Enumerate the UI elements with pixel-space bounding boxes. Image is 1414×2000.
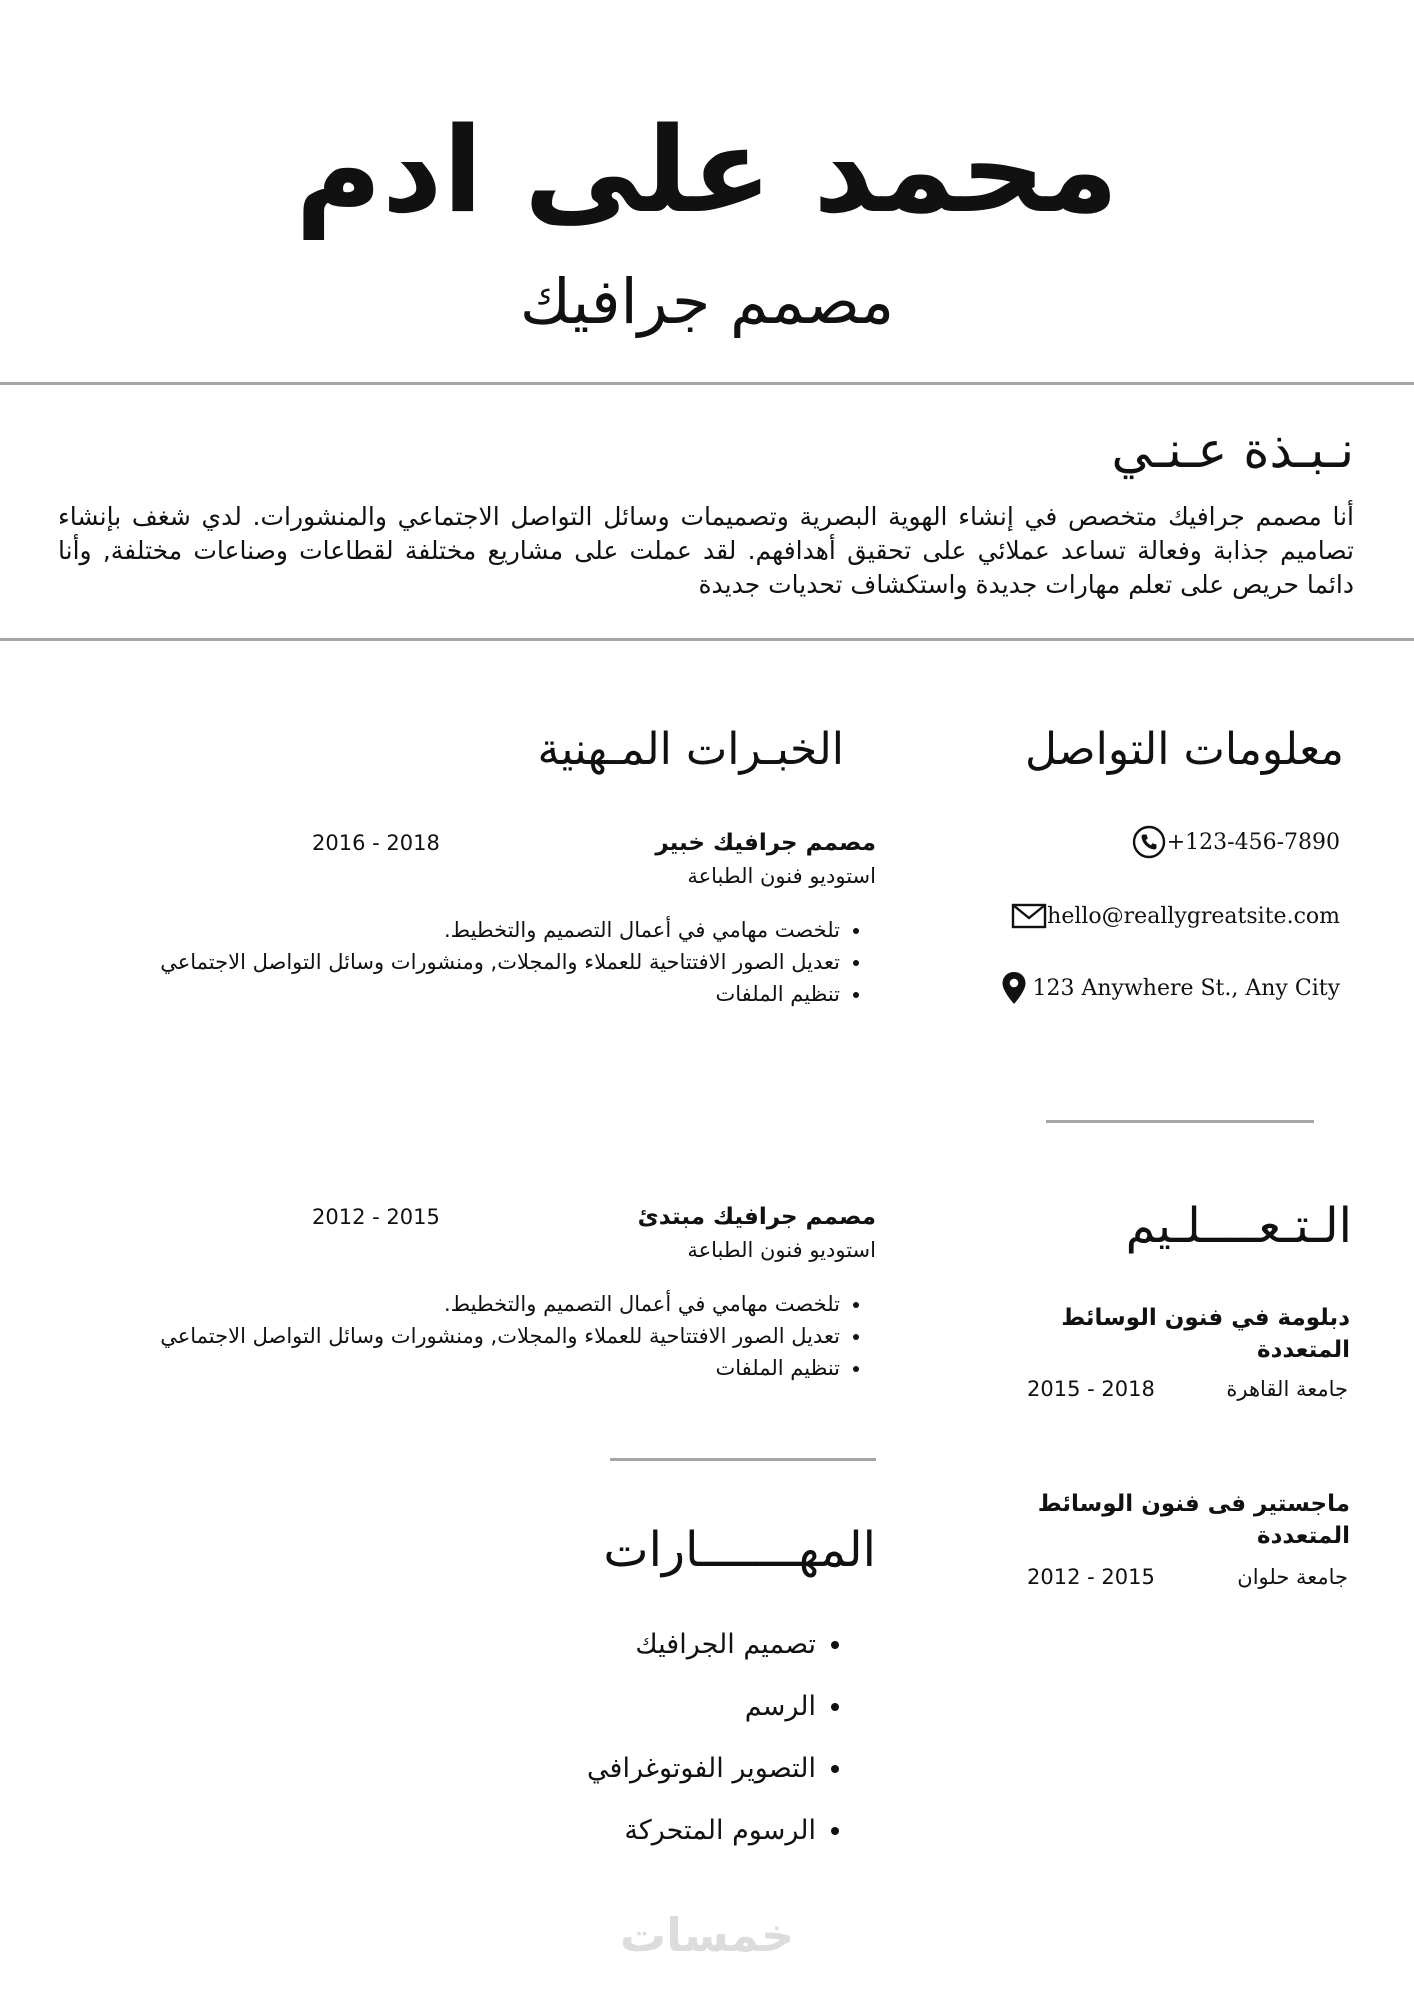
list-item: • تلخصت مهامي في أعمال التصميم والتخطيط. [160,914,840,946]
job-duties-list [160,1288,876,1384]
job-dates: 2016 - 2018 [312,831,440,855]
job-company: استوديو فنون الطباعة [687,1238,876,1262]
about-text: أنا مصمم جرافيك متخصص في إنشاء الهوية البصرية وتصميمات وسائل التواصل الاجتماعي والمنشورات. لدي شغف بإنشاء تصاميم جذابة وفعالة تساعد عملائي على تحقيق أهدافهم. لقد عملت على مشاريع مختلفة لقطاعات وصناعات مختلفة, وأنا دائما حريص على تعلم مهارات جديدة واستكشاف تحديات جديدة [58,502,1354,599]
education-years: 2012 - 2015 [1027,1565,1155,1589]
contact-address: 123 Anywhere St., Any City [1032,975,1340,1001]
skills-list [587,1614,852,1862]
about-divider [0,638,1414,641]
education-school: جامعة حلوان [1237,1565,1348,1589]
contact-divider [1046,1120,1314,1123]
skills-heading: المهـــــــارات [603,1522,876,1578]
education-degree: دبلومة في فنون الوسائط المتعددة [1061,1305,1350,1363]
contact-phone-row [978,822,1358,862]
contact-heading: معلومات التواصل [1024,724,1344,775]
job-duties-list [160,914,876,1010]
watermark-logo: خمسات [619,1908,795,1962]
job-dates: 2012 - 2015 [312,1205,440,1229]
list-item: • الرسوم المتحركة [587,1800,816,1862]
contact-email-row [978,896,1358,936]
list-item: • تعديل الصور الافتتاحية للعملاء والمجلات, ومنشورات وسائل التواصل الاجتماعي [160,946,840,978]
list-item: • تلخصت مهامي في أعمال التصميم والتخطيط. [160,1288,840,1320]
list-item: • التصوير الفوتوغرافي [587,1738,816,1800]
header-divider [0,382,1414,385]
job-company: استوديو فنون الطباعة [687,864,876,888]
person-name: محمد على ادم [295,101,1119,239]
experience-divider [610,1458,876,1461]
education-degree: ماجستير فى فنون الوسائط المتعددة [1037,1491,1350,1549]
contact-address-row [978,968,1358,1008]
job-title: مصمم جرافيك مبتدئ [637,1204,876,1230]
education-heading: الـتـعــــلـيم [1125,1198,1352,1254]
list-item: • تنظيم الملفات [160,1352,840,1384]
mail-icon [1011,898,1047,934]
phone-icon [1131,824,1167,860]
list-item: • الرسم [587,1676,816,1738]
list-item: • تنظيم الملفات [160,978,840,1010]
job-title: مصمم جرافيك خبير [655,830,876,856]
person-job-title: مصمم جرافيك [519,265,895,338]
about-heading: نـبـذة عـنـي [1111,421,1354,479]
contact-phone[interactable]: +123-456-7890 [1166,829,1340,855]
location-pin-icon [996,970,1032,1006]
education-years: 2015 - 2018 [1027,1377,1155,1401]
list-item: • تصميم الجرافيك [587,1614,816,1676]
education-school: جامعة القاهرة [1226,1377,1348,1401]
contact-email[interactable]: hello@reallygreatsite.com [1047,903,1340,929]
experience-heading: الخبـرات المـهنية [537,724,844,775]
list-item: • تعديل الصور الافتتاحية للعملاء والمجلات, ومنشورات وسائل التواصل الاجتماعي [160,1320,840,1352]
